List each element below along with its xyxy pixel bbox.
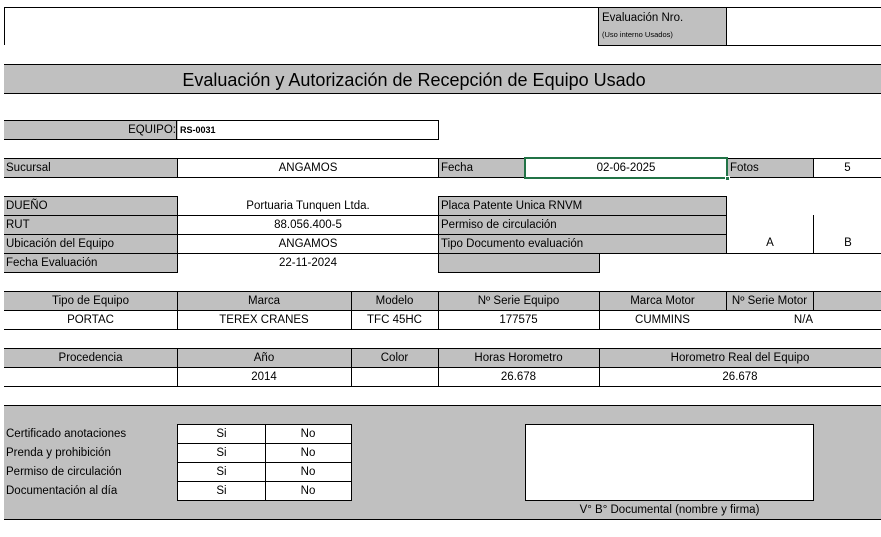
eval-number-field[interactable] [726,7,881,46]
owner-right-divider [439,234,727,235]
header-horas-horometro: Horas Horometro [474,352,563,364]
owner-right-divider [439,253,600,254]
fotos-field[interactable] [813,158,881,178]
header-horometro-real: Horometro Real del Equipo [670,352,810,364]
fecha-label: Fecha [441,162,473,174]
page-title: Evaluación y Autorización de Recepción de Equipo Usado [182,70,646,90]
fotos-label: Fotos [730,162,759,174]
doc-documentacion-si[interactable]: Si [216,485,227,497]
ubicacion-value[interactable]: ANGAMOS [278,238,338,250]
rut-label: RUT [6,219,30,231]
doc-permiso-si[interactable]: Si [216,466,227,478]
value-modelo[interactable]: TFC 45HC [367,314,422,326]
sucursal-label: Sucursal [6,162,51,174]
header-serie-motor: Nº Serie Motor [731,295,808,307]
header-tipo-equipo: Tipo de Equipo [52,295,129,307]
equipo-value: RS-0031 [180,125,216,135]
dueno-value[interactable]: Portuaria Tunquen Ltda. [246,200,370,212]
col-divider [813,291,814,311]
rut-value[interactable]: 88.056.400-5 [274,219,342,231]
value-horas-horometro[interactable]: 26.678 [500,371,537,383]
doc-certificado-si[interactable]: Si [216,428,227,440]
tipo-doc-option-b[interactable]: B [844,237,852,249]
doc-prenda-no[interactable]: No [300,447,316,459]
eval-number-label: Evaluación Nro. [602,12,684,24]
value-tipo-equipo[interactable]: PORTAC [67,314,114,326]
header-color: Color [380,352,409,364]
value-serie-equipo[interactable]: 177575 [499,314,538,326]
fotos-value: 5 [844,162,851,174]
permiso-split [813,215,814,234]
placa-label: Placa Patente Unica RNVM [441,200,583,212]
header-modelo: Modelo [375,295,414,307]
extra-field[interactable] [599,253,881,273]
doc-label-documentacion: Documentación al día [6,485,118,497]
equipo-label: EQUIPO: [128,124,176,136]
permiso-field[interactable] [726,215,881,235]
doc-permiso-no[interactable]: No [300,466,316,478]
value-marca-motor[interactable]: CUMMINS [635,314,690,326]
permiso-label: Permiso de circulación [441,219,557,231]
signature-box[interactable] [525,424,814,501]
value-horometro-real[interactable]: 26.678 [722,371,758,383]
fecha-evaluacion-label: Fecha Evaluación [6,257,98,269]
doc-label-prenda: Prenda y prohibición [6,447,111,459]
placa-field[interactable] [726,196,881,216]
fecha-field[interactable] [524,157,728,179]
sucursal-field[interactable] [177,158,439,178]
owner-right-divider [439,215,727,216]
tipo-doc-label: Tipo Documento evaluación [441,238,584,250]
header-serie-equipo: Nº Serie Equipo [477,295,560,307]
fecha-evaluacion-value[interactable]: 22-11-2024 [279,257,337,269]
header-marca-motor: Marca Motor [630,295,695,307]
value-ano[interactable]: 2014 [251,371,277,383]
sucursal-value: ANGAMOS [278,162,338,174]
header-procedencia: Procedencia [58,352,123,364]
dueno-label: DUEÑO [6,200,48,212]
ubicacion-label: Ubicación del Equipo [6,238,115,250]
equipo-label-cell [4,120,178,140]
eval-number-sublabel: (Uso interno Usados) [602,30,673,39]
header-ano: Año [253,352,275,364]
eval-number-label-cell [598,7,727,46]
doc-label-certificado: Certificado anotaciones [6,428,127,440]
value-marca[interactable]: TEREX CRANES [219,314,309,326]
doc-prenda-si[interactable]: Si [216,447,227,459]
signature-caption: V° B° Documental (nombre y firma) [579,504,760,516]
doc-label-permiso: Permiso de circulación [6,466,122,478]
doc-options-grid [177,424,352,501]
title-bar [4,64,881,94]
tipo-doc-option-a[interactable]: A [766,237,774,249]
doc-certificado-no[interactable]: No [300,428,316,440]
tipo-doc-field [726,234,881,254]
doc-documentacion-no[interactable]: No [300,485,316,497]
value-serie-motor[interactable]: N/A [793,314,814,326]
header-marca: Marca [248,295,280,307]
equipo-field[interactable] [176,120,439,140]
fecha-value: 02-06-2025 [596,162,656,174]
